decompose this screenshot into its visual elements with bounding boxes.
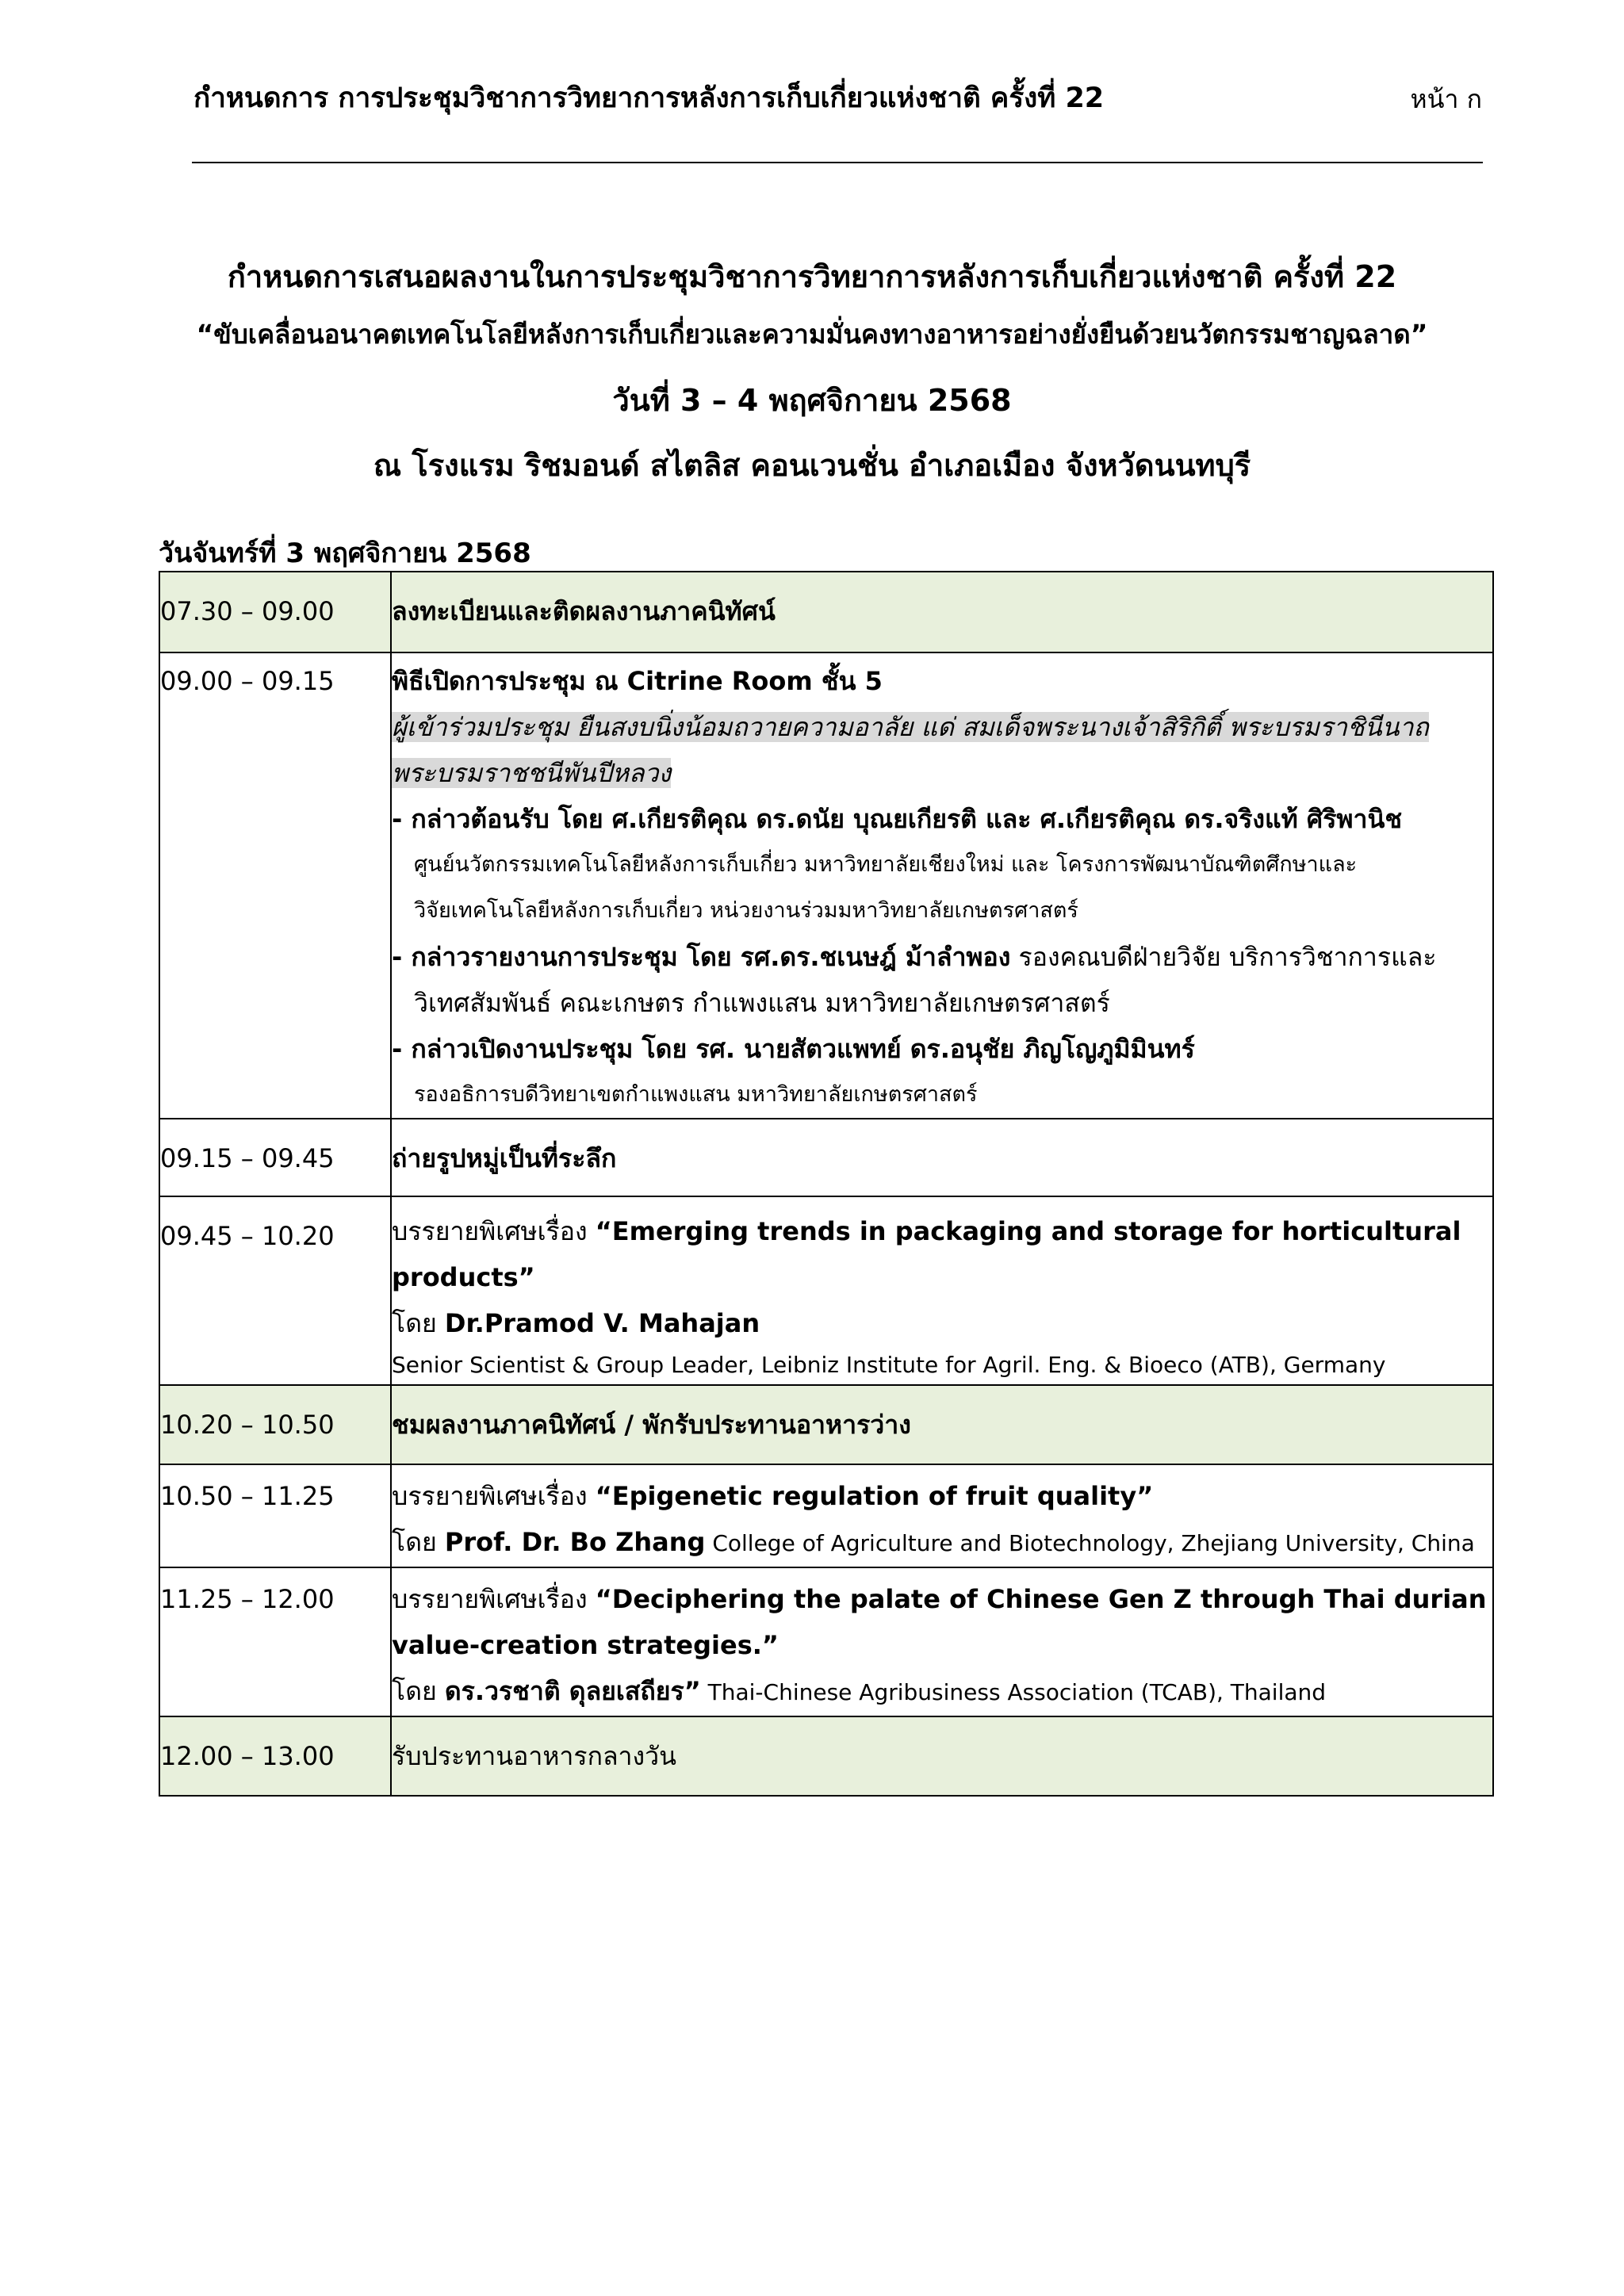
content-cell bbox=[391, 1196, 1493, 1385]
talk-title: บรรยายพิเศษเรื่อง “Epigenetic regulation of fruit quality” bbox=[392, 1481, 1154, 1511]
conference-theme: “ขับเคลื่อนอนาคตเทคโนโลยีหลังการเก็บเกี่ยวและความมั่นคงทางอาหารอย่างยั่งยืนด้วยนวัตกรรมชาญฉลาด” bbox=[196, 319, 1428, 350]
time-cell: 09.45 – 10.20 bbox=[159, 1196, 391, 1385]
conference-dates: วันที่ 3 – 4 พฤศจิกายน 2568 bbox=[612, 383, 1012, 418]
opening-ceremony-title: พิธีเปิดการประชุม ณ Citrine Room ชั้น 5 bbox=[392, 666, 883, 696]
speaker-line: โดย ดร.วรชาติ ดุลยเสถียร” Thai-Chinese Agribusiness Association (TCAB), Thailand bbox=[392, 1676, 1327, 1706]
time-cell: 10.50 – 11.25 bbox=[159, 1464, 391, 1567]
speaker-line: โดย Prof. Dr. Bo Zhang College of Agriculture and Biotechnology, Zhejiang University, China bbox=[392, 1527, 1475, 1557]
opening-affiliation: รองอธิการบดีวิทยาเขตกำแพงแสน มหาวิทยาลัยเกษตรศาสตร์ bbox=[414, 1082, 978, 1107]
report-speech: - กล่าวรายงานการประชุม โดย รศ.ดร.ชเนษฎ์ ม้าลำพอง รองคณบดีฝ่ายวิจัย บริการวิชาการและ bbox=[392, 942, 1437, 972]
table-row bbox=[159, 1464, 1493, 1567]
header-divider bbox=[192, 162, 1483, 163]
welcome-affiliation: ศูนย์นวัตกรรมเทคโนโลยีหลังการเก็บเกี่ยว มหาวิทยาลัยเชียงใหม่ และ โครงการพัฒนาบัณฑิตศึกษาและ bbox=[414, 852, 1358, 877]
talk-title-cont: value-creation strategies.” bbox=[392, 1630, 779, 1660]
content-cell bbox=[391, 652, 1493, 1119]
table-row bbox=[159, 1716, 1493, 1796]
content-cell bbox=[391, 1567, 1493, 1716]
content-cell: รับประทานอาหารกลางวัน bbox=[391, 1716, 1493, 1796]
speaker-affiliation: Senior Scientist & Group Leader, Leibniz Institute for Agril. Eng. & Bioeco (ATB), Germany bbox=[392, 1352, 1386, 1378]
content-cell: ถ่ายรูปหมู่เป็นที่ระลึก bbox=[391, 1119, 1493, 1196]
talk-title-cont: products” bbox=[392, 1262, 535, 1292]
content-cell bbox=[391, 1464, 1493, 1567]
content-cell: ชมผลงานภาคนิทัศน์ / พักรับประทานอาหารว่าง bbox=[391, 1385, 1493, 1464]
schedule-table bbox=[159, 571, 1494, 1797]
table-row bbox=[159, 572, 1493, 652]
welcome-speech: - กล่าวต้อนรับ โดย ศ.เกียรติคุณ ดร.ดนัย บุณยเกียรติ และ ศ.เกียรติคุณ ดร.จริงแท้ ศิริพานิช bbox=[392, 804, 1403, 834]
header-title: กำหนดการ การประชุมวิชาการวิทยาการหลังการเก็บเกี่ยวแห่งชาติ ครั้งที่ 22 bbox=[193, 82, 1105, 114]
time-cell: 09.15 – 09.45 bbox=[159, 1119, 391, 1196]
talk-title: บรรยายพิเศษเรื่อง “Deciphering the palate of Chinese Gen Z through Thai durian bbox=[392, 1584, 1487, 1614]
opening-speech: - กล่าวเปิดงานประชุม โดย รศ. นายสัตวแพทย์ ดร.อนุชัย ภิญโญภูมิมินทร์ bbox=[392, 1034, 1195, 1064]
talk-title: บรรยายพิเศษเรื่อง “Emerging trends in packaging and storage for horticultural bbox=[392, 1216, 1461, 1246]
time-cell: 10.20 – 10.50 bbox=[159, 1385, 391, 1464]
content-cell: ลงทะเบียนและติดผลงานภาคนิทัศน์ bbox=[391, 572, 1493, 652]
day-label: วันจันทร์ที่ 3 พฤศจิกายน 2568 bbox=[159, 538, 531, 569]
table-row bbox=[159, 652, 1493, 1119]
time-cell: 12.00 – 13.00 bbox=[159, 1716, 391, 1796]
welcome-affiliation-cont: วิจัยเทคโนโลยีหลังการเก็บเกี่ยว หน่วยงานร่วมมหาวิทยาลัยเกษตรศาสตร์ bbox=[414, 898, 1078, 923]
table-row bbox=[159, 1196, 1493, 1385]
running-header bbox=[193, 76, 1482, 124]
conference-venue: ณ โรงแรม ริชมอนด์ สไตลิส คอนเวนชั่น อำเภอเมือง จังหวัดนนทบุรี bbox=[373, 448, 1251, 483]
page-number: หน้า ก bbox=[1410, 84, 1482, 114]
tribute-note: ผู้เข้าร่วมประชุม ยืนสงบนิ่งน้อมถวายความอาลัย แด่ สมเด็จพระนางเจ้าสิริกิติ์ พระบรมราชินีนาถ bbox=[392, 712, 1429, 742]
table-row bbox=[159, 1385, 1493, 1464]
tribute-note-cont: พระบรมราชชนีพันปีหลวง bbox=[392, 758, 672, 788]
time-cell: 07.30 – 09.00 bbox=[159, 572, 391, 652]
report-affiliation: วิเทศสัมพันธ์ คณะเกษตร กำแพงแสน มหาวิทยาลัยเกษตรศาสตร์ bbox=[414, 988, 1110, 1018]
time-cell: 09.00 – 09.15 bbox=[159, 652, 391, 1119]
table-row bbox=[159, 1119, 1493, 1196]
speaker-line: โดย Dr.Pramod V. Mahajan bbox=[392, 1308, 760, 1338]
table-row bbox=[159, 1567, 1493, 1716]
time-cell: 11.25 – 12.00 bbox=[159, 1567, 391, 1716]
document-title: กำหนดการเสนอผลงานในการประชุมวิชาการวิทยาการหลังการเก็บเกี่ยวแห่งชาติ ครั้งที่ 22 bbox=[227, 259, 1397, 294]
